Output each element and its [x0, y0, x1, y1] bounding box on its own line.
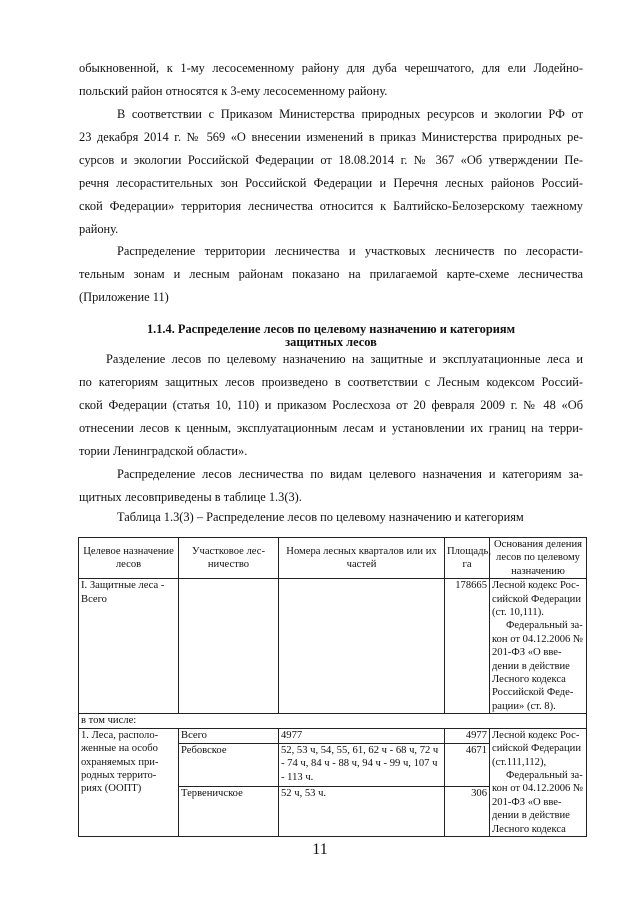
basis-text: Федеральный за-кон от 04.12.2006 № 201-ФЗ «О вве-дении в действие Лесного кодекса	[492, 769, 584, 835]
section-heading: 1.1.4. Распределение лесов по целевому назначению и категориям	[146, 322, 516, 336]
cell-area: 4671	[445, 743, 490, 786]
cell-area: 4977	[445, 728, 490, 743]
cell-district	[179, 579, 279, 714]
header-district: Участковое лес-ничество	[179, 538, 279, 579]
cell-district: Ребовское	[179, 743, 279, 786]
text-line: Распределение территории лесничества и участковых лесничеств по лесорасти-	[117, 244, 583, 258]
cell-district: Тервеничское	[179, 786, 279, 836]
text-line: тельным зонам и лесным районам показано на прилагаемой карте-схеме лесничества	[79, 267, 583, 281]
text-line: обыкновенной, к 1-му лесосеменному району для дуба черешчатого, для ели Лодейно-	[79, 61, 583, 75]
cell-quarters: 52, 53 ч, 54, 55, 61, 62 ч - 68 ч, 72 ч - 74 ч, 84 ч - 88 ч, 94 ч - 99 ч, 107 ч - 113 ч.	[279, 743, 445, 786]
text-line: (Приложение 11)	[79, 290, 169, 304]
cell-basis	[490, 728, 587, 836]
cell-basis	[490, 579, 587, 714]
cell-purpose: 1. Леса, располо-женные на особо охраняемых при-родных террито-риях (ООПТ)	[79, 728, 179, 836]
text-line: сурсов и экологии Российской Федерации от 18.08.2014 г. № 367 «Об утверждении Пе-	[79, 153, 583, 167]
text-line: отнесении лесов к ценным, эксплуатационным лесам и установлении их границ на терри-	[79, 421, 583, 435]
header-basis: Основания деления лесов по целевому назначению	[490, 538, 587, 579]
text-line: польский район относятся к 3-ему лесосеменному району.	[79, 84, 388, 98]
cell-quarters: 4977	[279, 728, 445, 743]
text-line: Разделение лесов по целевому назначению на защитные и эксплуатационные леса и	[106, 352, 583, 366]
table-caption: Таблица 1.3(3) – Распределение лесов по целевому назначению и категориям	[117, 510, 524, 524]
text-line: ской Федерации (статья 10, 110) и приказом Рослесхоза от 20 февраля 2009 г. № 48 «Об	[79, 398, 583, 412]
table-row	[79, 579, 587, 714]
cell-including: в том числе:	[79, 714, 587, 728]
cell-quarters: 52 ч, 53 ч.	[279, 786, 445, 836]
cell-purpose: I. Защитные леса - Всего	[79, 579, 179, 714]
text-line: тории Ленинградской области».	[79, 444, 248, 458]
text-line: 23 декабря 2014 г. № 569 «О внесении изменений в приказ Министерства природных ре-	[79, 130, 583, 144]
forest-distribution-table	[78, 537, 587, 837]
header-area: Площадь, га	[445, 538, 490, 579]
basis-text: Федеральный за-кон от 04.12.2006 № 201-ФЗ «О вве-дении в действие Лесного кодекса Российской Феде-рации» (ст. 8).	[492, 620, 584, 712]
header-quarters: Номера лесных кварталов или их частей	[279, 538, 445, 579]
text-line: по категориям защитных лесов произведено в соответствии с Лесным кодексом Россий-	[79, 375, 583, 389]
cell-quarters	[279, 579, 445, 714]
cell-area: 178665	[445, 579, 490, 714]
text-line: В соответствии с Приказом Министерства природных ресурсов и экологии РФ от	[117, 107, 583, 121]
header-purpose: Целевое назначение лесов	[79, 538, 179, 579]
table-row	[79, 714, 587, 728]
text-line: Распределение лесов лесничества по видам целевого назначения и категориям за-	[117, 467, 583, 481]
table-row	[79, 728, 587, 743]
cell-area: 306	[445, 786, 490, 836]
text-line: ской Федерации» территория лесничества относится к Балтийско-Белозерскому таежному	[79, 199, 583, 213]
text-line: щитных лесовприведены в таблице 1.3(3).	[79, 490, 302, 504]
basis-text: Лесной кодекс Рос-сийской Федерации (ст. 10,111).	[492, 580, 581, 619]
text-line: речня лесорастительных зон Российской Федерации и Перечня лесных районов Россий-	[79, 176, 583, 190]
page-number: 11	[312, 841, 328, 858]
cell-district: Всего	[179, 728, 279, 743]
text-line: району.	[79, 222, 119, 236]
basis-text: Лесной кодекс Рос-сийской Федерации (ст.111,112),	[492, 729, 581, 768]
section-heading-continued: защитных лесов	[285, 335, 377, 349]
table-header-row	[79, 538, 587, 579]
